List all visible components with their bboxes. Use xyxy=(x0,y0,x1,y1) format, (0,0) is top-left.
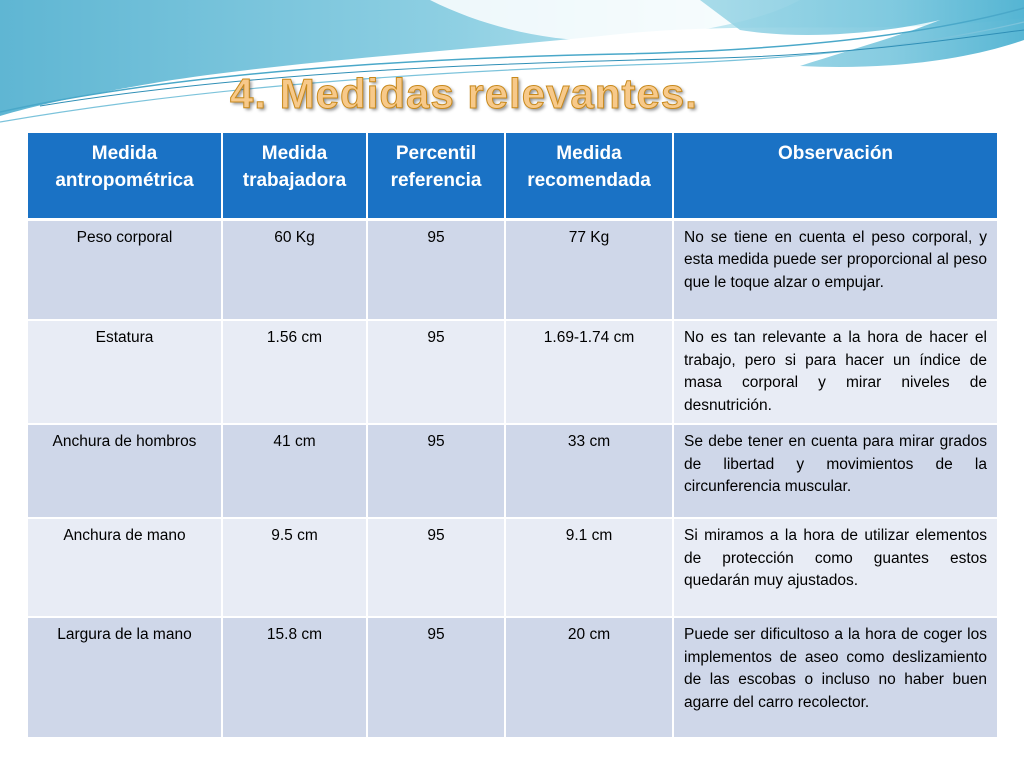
cell-recomendada: 77 Kg xyxy=(505,219,673,320)
header-medida-recomendada: Medida recomendada xyxy=(505,133,673,219)
cell-percentil: 95 xyxy=(367,617,505,738)
header-observacion: Observación xyxy=(673,133,997,219)
table-row xyxy=(28,424,997,518)
table-row xyxy=(28,219,997,320)
cell-medida: Peso corporal xyxy=(28,219,222,320)
slide-title: 4. Medidas relevantes. xyxy=(230,70,698,117)
cell-percentil: 95 xyxy=(367,320,505,424)
anthropometric-table xyxy=(28,133,997,739)
cell-recomendada: 1.69-1.74 cm xyxy=(505,320,673,424)
cell-trabajadora: 15.8 cm xyxy=(222,617,367,738)
header-medida-antropometrica: Medida antropométrica xyxy=(28,133,222,219)
cell-recomendada: 9.1 cm xyxy=(505,518,673,617)
cell-trabajadora: 60 Kg xyxy=(222,219,367,320)
cell-trabajadora: 41 cm xyxy=(222,424,367,518)
cell-recomendada: 20 cm xyxy=(505,617,673,738)
table-row xyxy=(28,320,997,424)
cell-observacion: Si miramos a la hora de utilizar elementos de protección como guantes estos quedarán muy ajustados. xyxy=(673,518,997,617)
cell-medida: Largura de la mano xyxy=(28,617,222,738)
cell-percentil: 95 xyxy=(367,219,505,320)
cell-trabajadora: 9.5 cm xyxy=(222,518,367,617)
cell-recomendada: 33 cm xyxy=(505,424,673,518)
cell-observacion: Se debe tener en cuenta para mirar grados de libertad y movimientos de la circunferencia muscular. xyxy=(673,424,997,518)
cell-percentil: 95 xyxy=(367,424,505,518)
cell-trabajadora: 1.56 cm xyxy=(222,320,367,424)
table-row xyxy=(28,617,997,738)
cell-observacion: Puede ser dificultoso a la hora de coger los implementos de aseo como deslizamiento de las escobas o incluso no haber buen agarre del carro recolector. xyxy=(673,617,997,738)
cell-observacion: No se tiene en cuenta el peso corporal, y esta medida puede ser proporcional al peso que le toque alzar o empujar. xyxy=(673,219,997,320)
cell-medida: Estatura xyxy=(28,320,222,424)
cell-medida: Anchura de mano xyxy=(28,518,222,617)
cell-observacion: No es tan relevante a la hora de hacer el trabajo, pero si para hacer un índice de masa corporal y mirar niveles de desnutrición. xyxy=(673,320,997,424)
header-percentil-referencia: Percentil referencia xyxy=(367,133,505,219)
cell-percentil: 95 xyxy=(367,518,505,617)
table-header-row xyxy=(28,133,997,219)
header-medida-trabajadora: Medida trabajadora xyxy=(222,133,367,219)
table-row xyxy=(28,518,997,617)
cell-medida: Anchura de hombros xyxy=(28,424,222,518)
